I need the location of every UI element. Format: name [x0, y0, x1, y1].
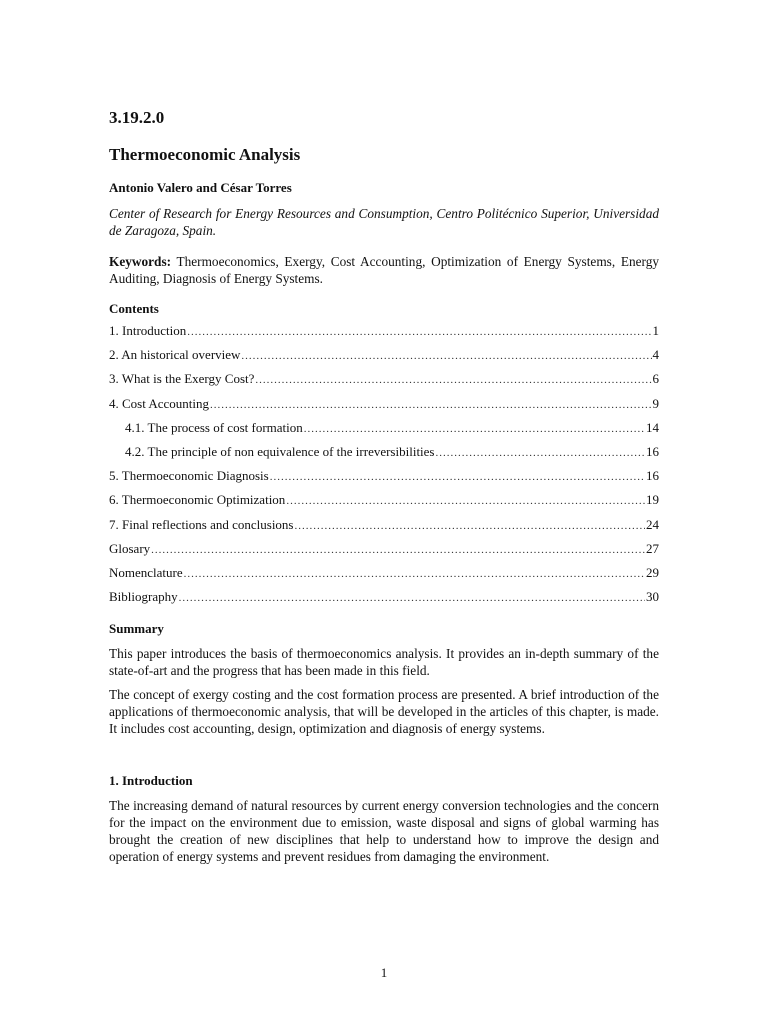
toc-item-label: 3. What is the Exergy Cost?: [109, 371, 255, 387]
toc-item-page: 4: [652, 347, 659, 363]
toc-item-label: 6. Thermoeconomic Optimization: [109, 492, 286, 508]
toc-item-page: 9: [652, 395, 659, 411]
document-page: [109, 0, 659, 1024]
affiliation: Center of Research for Energy Resources and Consumption, Centro Politécnico Superior, Universidad de Zaragoza, Spain.: [109, 206, 659, 238]
toc-item-label: Glosary: [109, 540, 151, 556]
toc-item-label: Bibliography: [109, 589, 178, 605]
toc-leader: [187, 326, 651, 338]
keywords-label: Keywords:: [109, 254, 172, 269]
summary-paragraph-2: The concept of exergy costing and the cost formation process are presented. A brief introduction of the applications of thermoeconomic analysis, that will be developed in the articles of this chapter, is made. It includes cost accounting, design, optimization and diagnosis of energy systems.: [109, 687, 659, 736]
toc-item-page: 27: [646, 540, 659, 556]
authors: Antonio Valero and César Torres: [109, 180, 292, 195]
toc-leader: [241, 350, 651, 362]
keywords: [109, 253, 659, 287]
toc-leader: [295, 520, 646, 532]
toc-item-label: 4. Cost Accounting: [109, 395, 210, 411]
introduction-paragraph-1: The increasing demand of natural resources by current energy conversion technologies and the concern for the impact on the environment due to emission, waste disposal and signs of global warming has brought the creation of new disciplines that help to understand how to improve the design and operation of energy systems and prevent residues from damaging the environment.: [109, 798, 659, 864]
section-number: 3.19.2.0: [109, 108, 165, 127]
toc-subitem[interactable]: [109, 420, 659, 444]
introduction-heading: 1. Introduction: [109, 773, 193, 788]
toc-item-page: 6: [652, 371, 659, 387]
toc-item[interactable]: [109, 492, 659, 516]
toc-item[interactable]: [109, 541, 659, 565]
toc-item-page: 16: [646, 443, 659, 459]
summary-heading: Summary: [109, 621, 164, 636]
toc-item-page: 24: [646, 516, 659, 532]
toc-item[interactable]: [109, 589, 659, 613]
toc-item-label: 7. Final reflections and conclusions: [109, 516, 294, 532]
toc-leader: [286, 495, 645, 507]
toc-leader: [255, 374, 651, 386]
toc-leader: [304, 423, 645, 435]
toc-item[interactable]: [109, 517, 659, 541]
page-number: 1: [380, 965, 388, 980]
toc-leader: [210, 399, 651, 411]
toc-item[interactable]: [109, 323, 659, 347]
toc-item-page: 19: [646, 492, 659, 508]
toc-item-label: 4.2. The principle of non equivalence of the irreversibilities: [125, 443, 435, 459]
toc-item-label: 2. An historical overview: [109, 347, 241, 363]
toc-item[interactable]: [109, 468, 659, 492]
toc-item-page: 14: [646, 419, 659, 435]
toc-leader: [151, 544, 645, 556]
toc-leader: [270, 471, 645, 483]
contents-heading: Contents: [109, 301, 159, 316]
toc-item-page: 29: [646, 564, 659, 580]
summary-paragraph-1: This paper introduces the basis of thermoeconomics analysis. It provides an in-depth summary of the state-of-art and the progress that has been made in this field.: [109, 646, 659, 678]
toc-item[interactable]: [109, 396, 659, 420]
toc-item-label: 5. Thermoeconomic Diagnosis: [109, 468, 269, 484]
toc-item[interactable]: [109, 565, 659, 589]
toc-item-label: 4.1. The process of cost formation: [125, 419, 303, 435]
toc-item[interactable]: [109, 347, 659, 371]
toc-leader: [436, 447, 646, 459]
toc-item[interactable]: [109, 371, 659, 395]
keywords-text: Thermoeconomics, Exergy, Cost Accounting, Optimization of Energy Systems, Energy Auditing, Diagnosis of Energy Systems.: [109, 254, 659, 286]
table-of-contents: [109, 323, 659, 613]
toc-item-label: Nomenclature: [109, 564, 183, 580]
toc-leader: [184, 568, 645, 580]
toc-subitem[interactable]: [109, 444, 659, 468]
toc-item-page: 1: [652, 323, 659, 338]
toc-leader: [179, 592, 645, 604]
toc-item-page: 16: [646, 468, 659, 484]
toc-item-label: 1. Introduction: [109, 323, 187, 338]
page-title: Thermoeconomic Analysis: [109, 145, 301, 164]
toc-item-page: 30: [646, 589, 659, 605]
